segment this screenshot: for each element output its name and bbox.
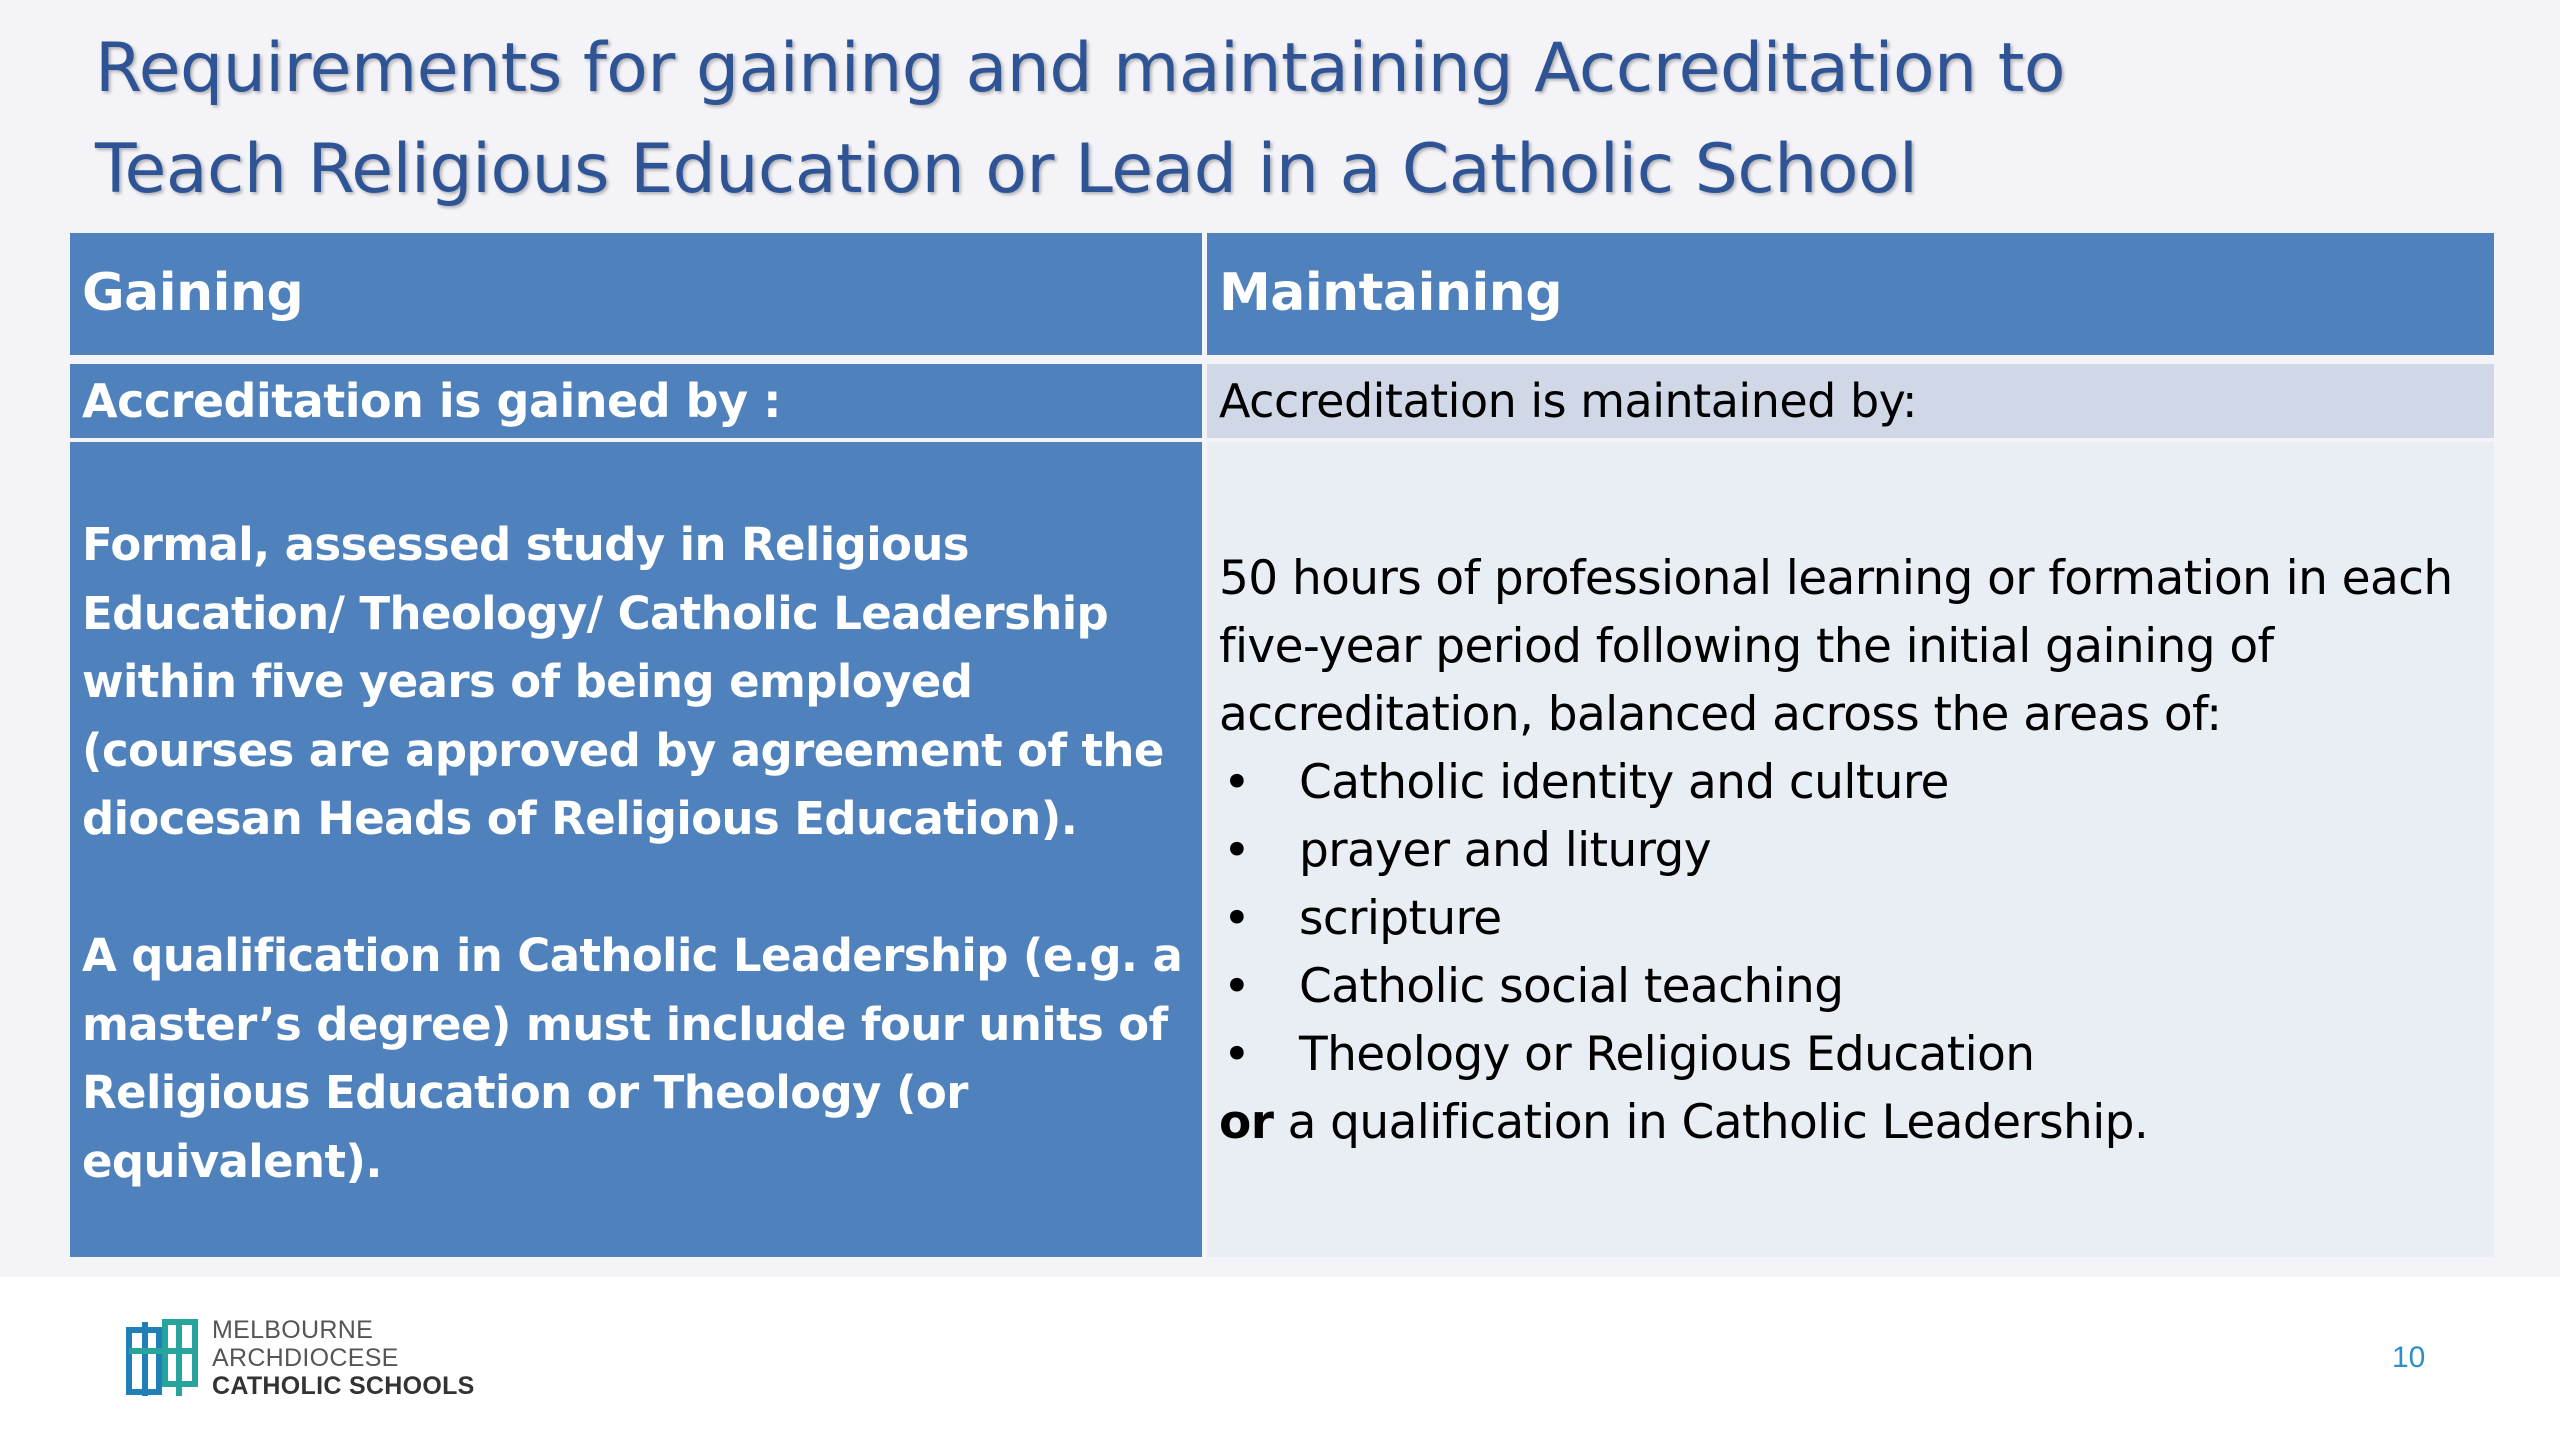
header-gaining: Gaining: [82, 263, 304, 323]
title-line-1: Requirements for gaining and maintaining Accreditation to: [95, 29, 2066, 108]
maintaining-outro: [1219, 1089, 2494, 1157]
list-item-label: prayer and liturgy: [1299, 823, 1711, 878]
gaining-body-text: [82, 511, 1197, 1196]
subheader-gaining: Accreditation is gained by :: [82, 374, 781, 428]
list-item-label: Catholic identity and culture: [1299, 755, 1949, 810]
maintaining-body-text: [1219, 545, 2494, 1157]
list-item: [1219, 817, 2494, 885]
header-gaining-cell: [70, 233, 1202, 355]
bullet-icon: •: [1223, 1027, 1251, 1082]
organisation-logo-wordmark: [212, 1316, 475, 1400]
accreditation-table: [70, 233, 2494, 1257]
list-item: [1219, 953, 2494, 1021]
bullet-icon: •: [1223, 959, 1251, 1014]
gaining-paragraph-study: Formal, assessed study in Religious Education/ Theology/ Catholic Leadership within five years of being employed (courses are approved by agreement of the diocesan Heads of Religious Education).: [82, 518, 1164, 845]
list-item: [1219, 749, 2494, 817]
maintaining-intro: 50 hours of professional learning or formation in each five-year period following the initial gaining of accreditation, balanced across the areas of:: [1219, 551, 2453, 742]
subheader-gaining-cell: [70, 364, 1202, 438]
list-item-label: Theology or Religious Education: [1299, 1027, 2035, 1082]
page-number: 10: [2392, 1341, 2426, 1374]
paragraph-spacer: [82, 854, 1197, 923]
subheader-maintaining: Accreditation is maintained by:: [1219, 374, 1918, 428]
list-item: [1219, 885, 2494, 953]
logo-line-archdiocese: ARCHDIOCESE: [212, 1344, 399, 1372]
or-keyword: or: [1219, 1095, 1274, 1150]
list-item: [1219, 1021, 2494, 1089]
mac-cross-logo-icon: [126, 1318, 198, 1398]
header-maintaining: Maintaining: [1219, 263, 1563, 323]
logo-line-catholic-schools: CATHOLIC SCHOOLS: [212, 1372, 475, 1400]
bullet-icon: •: [1223, 823, 1251, 878]
header-maintaining-cell: [1207, 233, 2494, 355]
bullet-icon: •: [1223, 891, 1251, 946]
gaining-paragraph-qualification: A qualification in Catholic Leadership (e.g. a master’s degree) must include four units of Religious Education or Theology (or equivalent).: [82, 929, 1183, 1188]
list-item-label: scripture: [1299, 891, 1502, 946]
gaining-body-cell: [70, 442, 1202, 1257]
slide-title: [95, 18, 2395, 220]
logo-line-melbourne: MELBOURNE: [212, 1316, 374, 1344]
title-line-2: Teach Religious Education or Lead in a Catholic School: [95, 130, 1918, 209]
maintaining-body-cell: [1207, 442, 2494, 1257]
maintaining-areas-list: [1219, 749, 2494, 1089]
maintaining-outro-text: a qualification in Catholic Leadership.: [1273, 1095, 2149, 1150]
bullet-icon: •: [1223, 755, 1251, 810]
subheader-maintaining-cell: [1207, 364, 2494, 438]
list-item-label: Catholic social teaching: [1299, 959, 1844, 1014]
